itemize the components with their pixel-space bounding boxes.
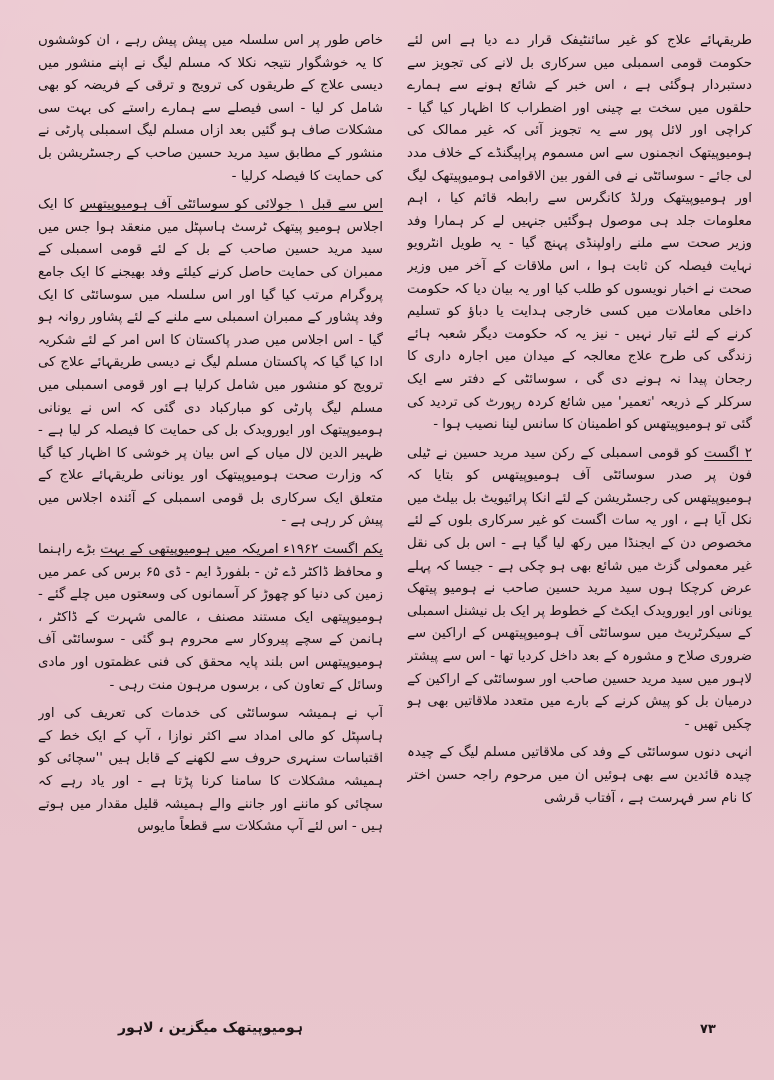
date-heading: یکم اگست ۱۹۶۲ء امریکہ میں ہومیوپیتھی کے بہت [100,542,383,558]
paragraph-text: بڑے راہنما و محافظ ڈاکٹر ڈے ٹن - بلفورڈ ایم - ڈی ۶۵ برس کی عمر میں زمین کی دنیا کو چھوڑ کر آسمانوں کی وسعتوں میں چلے گئے - ہومیوپیتھی ایک مستند مصنف ، عالمی شہرت کے ڈاکٹر ، ہانمن کے سچے پیروکار سے محروم ہو گئی - سوسائٹی آف ہومیوپیتھس اس بلند پایہ محقق کی فنی عظمتوں اور مادی وسائل کے تعاون کی ، برسوں مرہون منت رہی - [38,542,383,693]
paragraph [38,539,383,697]
magazine-footer: ہومیوپیتھک میگزین ، لاہور [118,1020,303,1036]
paragraph [38,194,383,533]
date-heading: ۲ اگست [704,445,752,461]
paragraph-text: کو قومی اسمبلی کے رکن سید مرید حسین نے ٹیلی فون پر صدر سوسائٹی آف ہومیوپیتھس کو بتایا کہ ہومیوپیتھس کی رجسٹریشن کے لئے انکا پرائیویٹ بل بیلٹ میں نکل آیا ہے ، اور یہ سات اگست کو غیر سرکاری بلوں کے لئے مخصوص دن کے ایجنڈا میں رکھ لیا گیا ہے - اس بل کی نقل غیر معمولی گزٹ میں شائع بھی ہو چکی ہے - جیسا کہ پہلے عرض کرچکا ہوں سید مرید حسین صاحب نے ہومیو پیتھک یونانی اور ایورویدک ایکٹ کے خطوط پر ایک بل نیشنل اسمبلی کے سیکرٹریٹ میں سوسائٹی آف ہومیوپیتھس کے اراکین سے ضروری صلاح و مشورہ کے بعد داخل کردیا تھا - اس سے پیشتر لاہور میں سید مرید حسین صاحب اور سوسائٹی کے اراکین کے درمیان بل کو پیش کرنے کے بارے میں متعدد ملاقاتیں بھی ہو چکیں تھیں - [407,445,752,732]
paragraph: انہی دنوں سوسائٹی کے وفد کی ملاقاتیں مسلم لیگ کے چیدہ چیدہ قائدین سے بھی ہوئیں ان میں مرحوم راجہ حسن اختر کا نام سر فہرست ہے ، آفتاب قرشی [407,745,752,806]
paragraph-text: کا ایک اجلاس ہومیو پیتھک ٹرسٹ ہاسپٹل میں منعقد ہوا جس میں سید مرید حسین صاحب کے بل کے لئے قومی اسمبلی کے ممبران کی حمایت حاصل کرنے کیلئے وفد بھیجنے کا ایک جامع پروگرام مرتب کیا گیا اور اس سلسلہ میں سوسائٹی کا ایک وفد پشاور کے ممبران اسمبلی سے ملنے کے لئے پشاور روانہ ہو گیا - اس اجلاس میں صدر پاکستان کا اس امر کے لئے شکریہ ادا کیا گیا کہ پاکستان مسلم لیگ نے دیسی طریقہائے علاج کی ترویج کو منشور میں شامل کرلیا ہے اور قومی اسمبلی میں مسلم لیگ پارٹی کو مبارکباد دی گئی کہ اس نے یونانی ہومیوپیتھک اور ایورویدک بل کی حمایت کا فیصلہ کر لیا ہے - ظہیر الدین لال میاں کے اس بیان پر خوشی کا اظہار کیا گیا کہ وزارت صحت ہومیوپیتھک اور یونانی طریقہائے علاج کے متعلق ایک سرکاری بل قومی اسمبلی کے آئندہ اجلاس میں پیش کر رہی ہے - [38,197,383,529]
right-column [407,30,752,1030]
paragraph: خاص طور پر اس سلسلہ میں پیش پیش رہے ، ان کوششوں کا یہ خوشگوار نتیجہ نکلا کہ مسلم لیگ نے اپنے منشور میں دیسی علاج کے طریقوں کی ترویج و ترقی کے فریضہ کو بھی شامل کر لیا - اسی فیصلے سے ہمارے راستے کی بہت سی مشکلات صاف ہو گئیں بعد ازاں مسلم لیگ اسمبلی پارٹی نے منشور کے مطابق سید مرید حسین صاحب کے رجسٹریشن بل کی حمایت کا فیصلہ کرلیا - [38,33,383,184]
paragraph: آپ نے ہمیشہ سوسائٹی کی خدمات کی تعریف کی اور ہاسپٹل کو مالی امداد سے اکثر نوازا ، آپ کے ایک خط کے اقتباسات سنہری حروف سے لکھنے کے قابل ہیں ''سچائی کو ہمیشہ مشکلات کا سامنا کرنا پڑتا ہے - اور یاد رہے کہ سچائی کو ماننے اور جاننے والے ہمیشہ قلیل مقدار میں ہوتے ہیں - اس لئے آپ مشکلات سے قطعاً مایوس [38,706,383,835]
paragraph [407,443,752,737]
page-number: ۷۳ [700,1022,716,1037]
date-heading: اس سے قبل ۱ جولائی کو سوسائٹی آف ہومیوپیتھس [79,197,383,213]
left-column [38,30,383,1030]
paragraph: طریقہائے علاج کو غیر سائنٹیفک قرار دے دیا ہے اس لئے حکومت قومی اسمبلی میں سرکاری بل لانے کی تجویز سے دستبردار ہوگئی ہے ، اس خبر کے شائع ہونے سے ہمارے حلقوں میں سخت بے چینی اور اضطراب کا اظہار کیا گیا - کراچی اور لائل پور سے یہ تجویز آئی کہ غیر ممالک کی ہومیوپیتھک انجمنوں سے اس مسموم پراپیگنڈے کے خلاف مدد لی جائے - سوسائٹی نے فی الفور بین الاقوامی ہومیوپیتھک لیگ اور ہومیوپیتھک ورلڈ کانگرس سے رابطہ قائم کیا ، اہم معلومات جلد ہی موصول ہوگئیں جنہیں لے کر ہمارا وفد وزیر صحت سے ملنے راولپنڈی پہنچ گیا - یہ طویل انٹرویو نہایت فیصلہ کن ثابت ہوا ، اس ملاقات کے آخر میں وزیر صحت نے اخبار نویسوں کو طلب کیا اور یہ بیان دیا کہ حکومت داخلی معاملات میں کسی خارجی ہدایت یا دباؤ کو تسلیم کرنے کے لئے تیار نہیں - نیز یہ کہ حکومت دیگر شعبہ ہائے زندگی کی طرح علاج معالجہ کے میدان میں اجارہ داری کا رجحان پیدا نہ ہونے دی گی ، سوسائٹی کے دفتر سے ایک سرکلر کے ذریعہ 'تعمیر' میں شائع کردہ رپورٹ کی تردید کی گئی تو ہومیوپیتھس کو اطمینان کا سانس لینا نصیب ہوا - [407,33,752,433]
